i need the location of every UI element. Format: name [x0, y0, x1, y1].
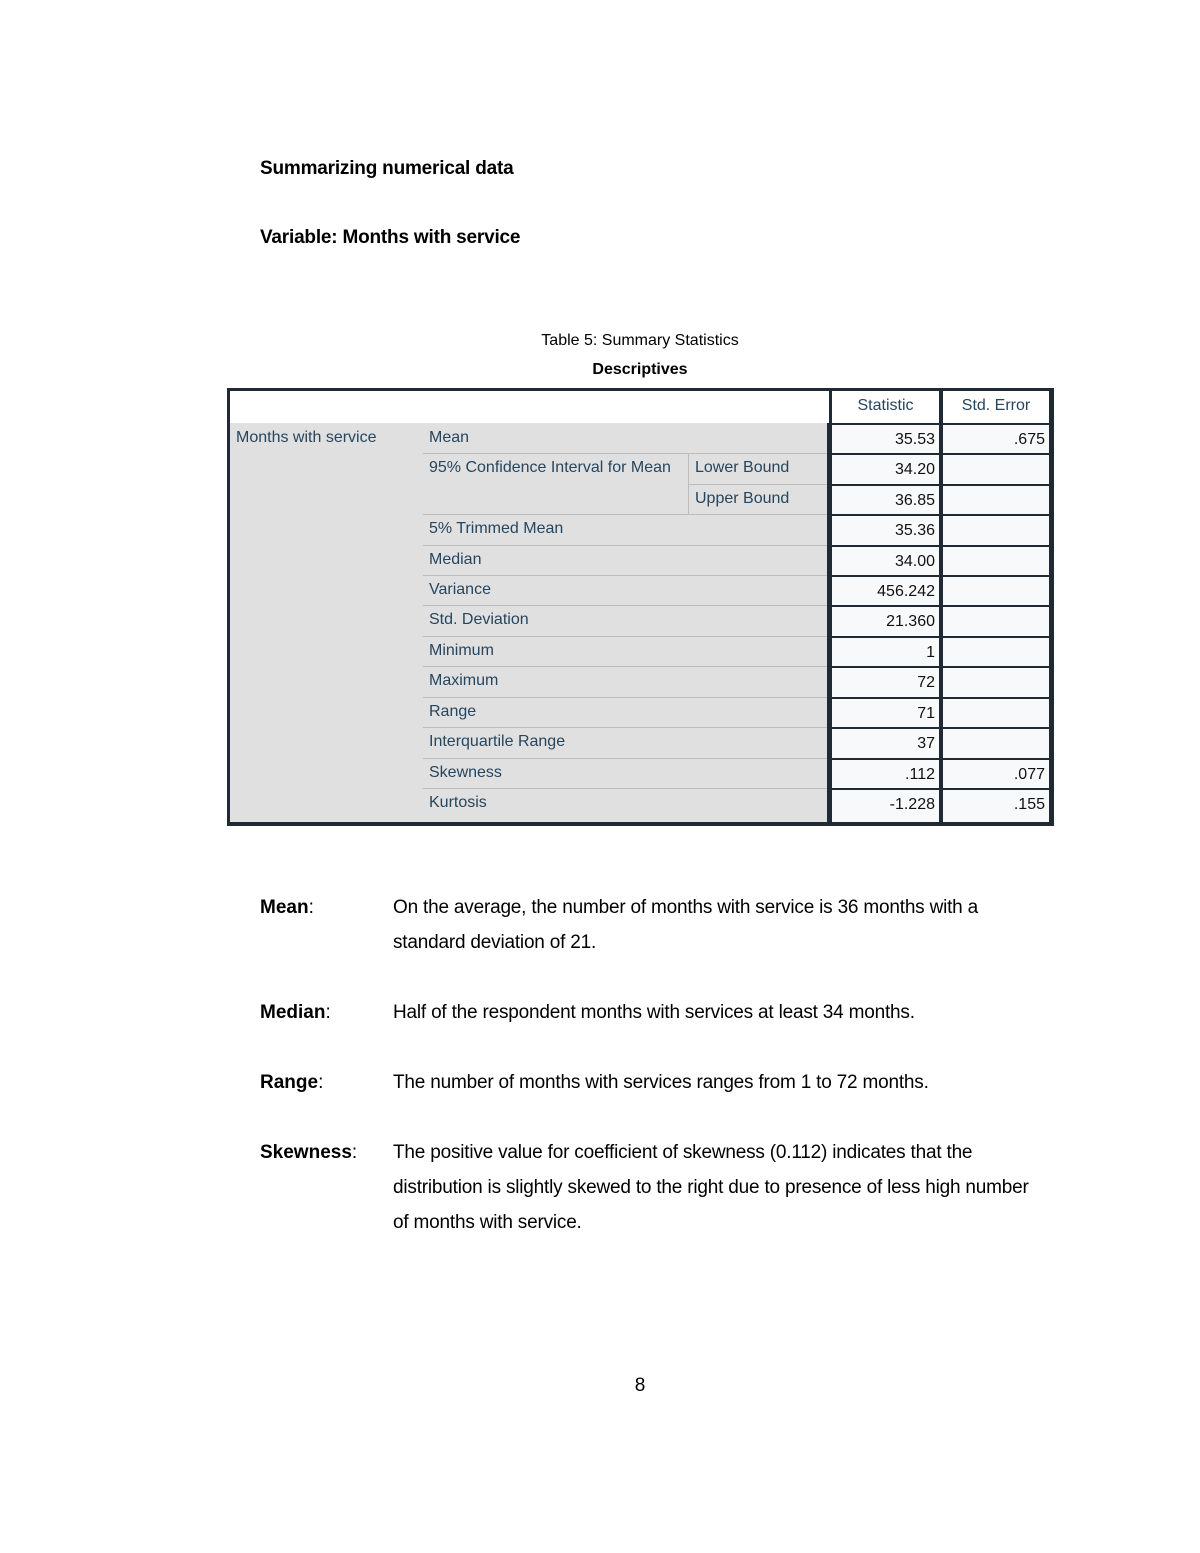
row-label: 5% Trimmed Mean: [429, 520, 564, 537]
table-caption: Table 5: Summary Statistics: [541, 332, 739, 349]
row-divider: [423, 605, 827, 606]
row-label: Interquartile Range: [429, 733, 566, 750]
std-error-cell: .077: [943, 760, 1049, 788]
sub-column-divider: [688, 454, 689, 514]
row-divider: [423, 545, 827, 546]
table-subtitle: Descriptives: [592, 361, 688, 378]
statistic-cell: 34.00: [832, 547, 939, 575]
row-label: Skewness: [429, 764, 502, 781]
std-error-cell: [943, 577, 1049, 605]
statistic-cell: -1.228: [832, 790, 939, 822]
std-error-cell: [943, 547, 1049, 575]
std-error-cell: [943, 607, 1049, 636]
row-label: Std. Deviation: [429, 611, 529, 628]
row-divider: [423, 666, 827, 667]
row-label: Mean: [429, 429, 470, 446]
desc-median: Half of the respondent months with services at least 34 months.: [393, 1002, 915, 1023]
std-error-cell: [943, 455, 1049, 484]
row-label: 95% Confidence Interval for Mean: [429, 459, 671, 476]
statistic-cell: 21.360: [832, 607, 939, 636]
variable-label-cell: Months with service: [230, 423, 423, 822]
row-divider: [423, 514, 827, 515]
statistic-cell: 35.53: [832, 425, 939, 453]
std-error-cell: [943, 486, 1049, 514]
row-label: Minimum: [429, 642, 494, 659]
row-divider: [423, 636, 827, 637]
statistic-cell: 1: [832, 638, 939, 666]
desc-mean: On the average, the number of months with service is 36 months with a standard deviation of 21.: [393, 897, 978, 953]
section-title: Summarizing numerical data: [260, 158, 514, 179]
row-divider: [423, 697, 827, 698]
statistic-cell: .112: [832, 760, 939, 788]
row-divider: [689, 484, 827, 485]
variable-heading: Variable: Months with service: [260, 227, 521, 248]
std-error-cell: .155: [943, 790, 1049, 822]
row-divider: [423, 727, 827, 728]
statistic-cell: 35.36: [832, 516, 939, 545]
term-range: Range:: [260, 1072, 324, 1093]
statistic-cell: 72: [832, 668, 939, 697]
row-label: Median: [429, 551, 482, 568]
row-label: Kurtosis: [429, 794, 487, 811]
std-error-cell: [943, 668, 1049, 697]
std-error-cell: [943, 516, 1049, 545]
descriptives-table: [227, 388, 1054, 826]
row-label: Variance: [429, 581, 491, 598]
statistic-cell: 36.85: [832, 486, 939, 514]
row-divider: [423, 758, 827, 759]
header-statistic: Statistic: [832, 391, 939, 423]
std-error-cell: [943, 699, 1049, 727]
row-sub-label: Lower Bound: [695, 459, 790, 476]
statistic-cell: 71: [832, 699, 939, 727]
row-sub-label: Upper Bound: [695, 490, 790, 507]
term-mean: Mean:: [260, 897, 314, 918]
statistic-cell: 37: [832, 729, 939, 758]
row-divider: [423, 788, 827, 789]
desc-skewness: The positive value for coefficient of skewness (0.112) indicates that the distribution is slightly skewed to the right due to presence of less high number of months with service.: [393, 1142, 1029, 1233]
term-median: Median:: [260, 1002, 331, 1023]
header-corner-cell: [230, 391, 829, 423]
row-divider: [423, 453, 827, 454]
statistic-cell: 456.242: [832, 577, 939, 605]
header-std-error: Std. Error: [943, 391, 1049, 423]
row-divider: [423, 575, 827, 576]
statistic-cell: 34.20: [832, 455, 939, 484]
desc-range: The number of months with services ranges from 1 to 72 months.: [393, 1072, 929, 1093]
std-error-cell: [943, 729, 1049, 758]
std-error-cell: .675: [943, 425, 1049, 453]
row-label: Range: [429, 703, 477, 720]
term-skewness: Skewness:: [260, 1142, 358, 1163]
row-label: Maximum: [429, 672, 499, 689]
std-error-cell: [943, 638, 1049, 666]
page-number: 8: [634, 1375, 646, 1396]
